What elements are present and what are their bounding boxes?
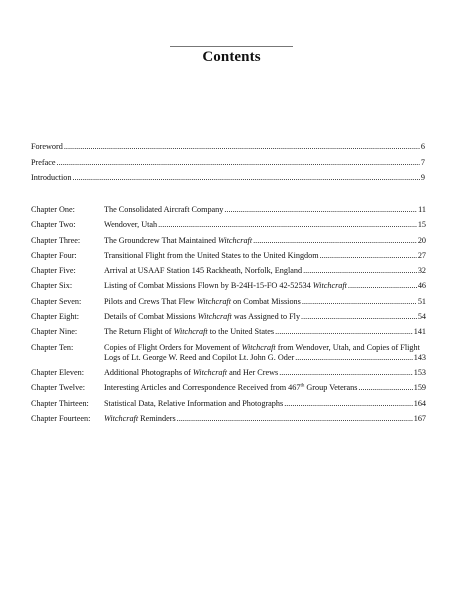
toc-chapter-thirteen[interactable] (31, 399, 426, 409)
toc-entry-label: Foreword (31, 142, 63, 151)
dot-leader (253, 236, 417, 246)
toc-chapter-two[interactable] (31, 220, 426, 230)
toc-page-number: 51 (417, 296, 426, 306)
chapter-number: Chapter Six: (31, 281, 73, 291)
toc-page-number: 15 (417, 220, 426, 230)
toc-page-number: 11 (418, 205, 426, 214)
toc-page-number: 6 (420, 142, 425, 151)
chapter-number: Chapter Fourteen: (31, 413, 91, 423)
dot-leader (177, 414, 413, 424)
dot-leader (303, 266, 417, 276)
toc-page-number: 164 (413, 398, 426, 408)
toc-page-number: 27 (417, 250, 426, 260)
toc-chapter-nine[interactable] (31, 327, 426, 337)
toc-chapter-twelve[interactable] (31, 383, 426, 393)
chapter-title: Wendover, Utah (104, 220, 158, 230)
chapter-title: Statistical Data, Relative Information and Photographs (104, 398, 284, 408)
chapter-title: Additional Photographs of Witchcraft and Her Crews (104, 367, 279, 377)
dot-leader (320, 251, 417, 261)
toc-chapter-five[interactable] (31, 266, 426, 276)
chapter-list (31, 205, 426, 429)
chapter-number: Chapter Three: (31, 235, 81, 245)
toc-chapter-eleven[interactable] (31, 368, 426, 378)
chapter-title: Transitional Flight from the United States to the United Kingdom (104, 250, 319, 260)
dot-leader (224, 205, 417, 215)
chapter-title: Details of Combat Missions Witchcraft was Assigned to Fly (104, 312, 301, 322)
toc-entry-foreword[interactable] (31, 142, 425, 158)
chapter-number: Chapter Twelve: (31, 383, 86, 393)
toc-chapter-seven[interactable] (31, 297, 426, 307)
chapter-title: The Consolidated Aircraft Company (104, 205, 224, 214)
toc-entry-introduction[interactable] (31, 173, 425, 189)
dot-leader (358, 383, 412, 393)
title-rule (170, 46, 293, 47)
toc-page-number: 167 (413, 413, 426, 423)
dot-leader (295, 353, 413, 363)
dot-leader (275, 327, 413, 337)
toc-chapter-six[interactable] (31, 281, 426, 291)
chapter-number: Chapter Five: (31, 266, 76, 276)
toc-page-number: 20 (417, 235, 426, 245)
toc-chapter-ten[interactable] (31, 343, 426, 363)
chapter-number: Chapter One: (31, 205, 75, 214)
toc-entry-label: Preface (31, 157, 56, 167)
dot-leader (72, 173, 419, 182)
toc-chapter-one[interactable] (31, 205, 426, 215)
chapter-number: Chapter Eight: (31, 312, 79, 322)
toc-chapter-four[interactable] (31, 251, 426, 261)
chapter-title-line-1: Copies of Flight Orders for Movement of Witchcraft from Wendover, Utah, and Copies of Flight (104, 342, 420, 352)
dot-leader (64, 142, 420, 151)
dot-leader (284, 399, 413, 409)
dot-leader (301, 312, 417, 322)
toc-page-number: 54 (417, 312, 426, 322)
toc-page-number: 143 (413, 352, 426, 362)
dot-leader (158, 220, 417, 230)
chapter-title: The Return Flight of Witchcraft to the United States (104, 327, 275, 337)
chapter-number: Chapter Nine: (31, 327, 78, 337)
dot-leader (348, 281, 417, 291)
toc-page-number: 32 (417, 266, 426, 276)
chapter-title: Arrival at USAAF Station 145 Rackheath, Norfolk, England (104, 266, 303, 276)
page-title: Contents (202, 49, 261, 65)
toc-page-number: 153 (413, 367, 426, 377)
chapter-number: Chapter Thirteen: (31, 398, 89, 408)
dot-leader (279, 368, 413, 378)
toc-entry-label: Introduction (31, 173, 72, 182)
chapter-title: Listing of Combat Missions Flown by B-24H-15-FO 42-52534 Witchcraft (104, 281, 347, 291)
toc-chapter-three[interactable] (31, 236, 426, 246)
toc-page-number: 141 (413, 327, 426, 337)
chapter-number: Chapter Seven: (31, 296, 82, 306)
toc-page-number: 46 (417, 281, 426, 291)
toc-chapter-fourteen[interactable] (31, 414, 426, 424)
chapter-number: Chapter Four: (31, 250, 77, 260)
toc-entry-preface[interactable] (31, 158, 425, 174)
chapter-title: Interesting Articles and Correspondence Received from 467th Group Veterans (104, 383, 358, 393)
chapter-number: Chapter Two: (31, 220, 76, 230)
dot-leader (302, 297, 417, 307)
front-matter-list (31, 142, 425, 189)
chapter-title-line-2: Logs of Lt. George W. Reed and Copilot Lt. John G. Oder (104, 352, 295, 362)
chapter-title: The Groundcrew That Maintained Witchcraft (104, 235, 253, 245)
toc-page-number: 9 (420, 173, 425, 182)
chapter-number: Chapter Ten: (31, 342, 74, 352)
dot-leader (57, 158, 420, 167)
chapter-number: Chapter Eleven: (31, 367, 84, 377)
toc-page-number: 7 (420, 157, 425, 167)
toc-chapter-eight[interactable] (31, 312, 426, 322)
chapter-title: Pilots and Crews That Flew Witchcraft on Combat Missions (104, 296, 301, 306)
toc-page-number: 159 (413, 383, 426, 393)
chapter-title: Witchcraft Reminders (104, 413, 176, 423)
